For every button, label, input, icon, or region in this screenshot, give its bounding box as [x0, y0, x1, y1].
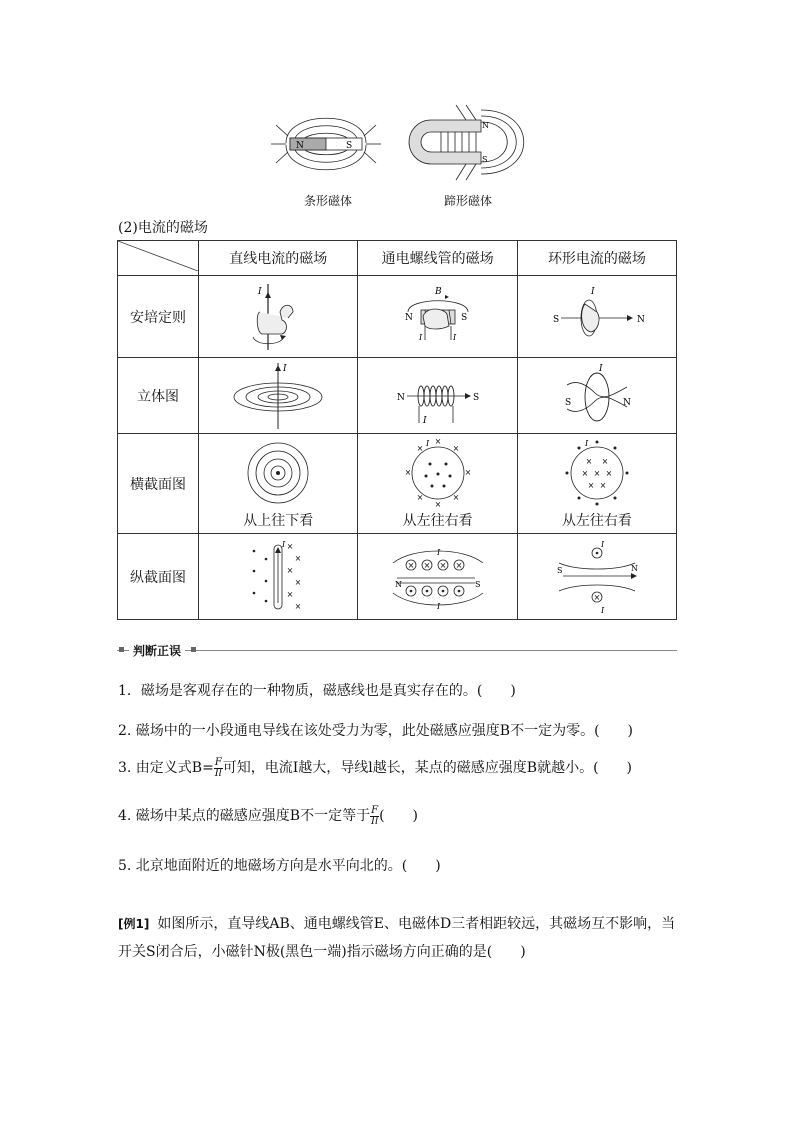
svg-text:×: × — [434, 499, 442, 508]
cell-cross-solenoid — [358, 434, 517, 534]
bullet-square-icon — [191, 647, 196, 652]
current-field-table — [117, 240, 677, 620]
svg-text:×: × — [294, 577, 302, 587]
svg-text:×: × — [439, 560, 447, 570]
label-i: I — [590, 286, 595, 297]
loop-cross-section-icon — [557, 438, 637, 508]
label-i: I — [598, 363, 603, 374]
horseshoe-magnet-caption: 蹄形磁体 — [444, 194, 493, 208]
svg-text:×: × — [294, 601, 302, 611]
svg-text:×: × — [452, 492, 460, 502]
svg-text:×: × — [599, 480, 607, 490]
header-solenoid: 通电螺线管的磁场 — [358, 241, 517, 276]
diagonal-line — [118, 241, 198, 271]
caption-left-right: 从左往右看 — [402, 512, 473, 529]
label-i: I — [283, 363, 287, 374]
table-row — [118, 434, 677, 534]
svg-text:×: × — [416, 492, 424, 502]
example-text: 如图所示，直导线AB、通电螺线管E、电磁体D三者相距较远，其磁场互不影响，当开关S闭合后，小磁针N极(黑色一端)指示磁场方向正确的是( ) — [118, 916, 676, 960]
svg-text:×: × — [294, 553, 302, 563]
label-n: N — [404, 312, 413, 323]
svg-text:×: × — [587, 480, 595, 490]
svg-text:×: × — [407, 560, 415, 570]
right-hand-straight-wire-icon — [238, 282, 318, 352]
straight-wire-longitudinal-icon — [238, 539, 318, 615]
right-hand-loop-icon — [547, 282, 647, 352]
svg-text:×: × — [593, 592, 601, 602]
label-i: I — [258, 286, 262, 297]
row-label-ampere: 安培定则 — [118, 276, 199, 358]
bar-s-label: S — [346, 141, 353, 151]
label-i: I — [418, 332, 422, 342]
question-3 — [118, 757, 632, 779]
horseshoe-magnet-figure — [409, 105, 524, 180]
horse-n-label: N — [482, 121, 489, 130]
svg-text:×: × — [404, 467, 412, 477]
frac-den: Il — [214, 767, 222, 779]
right-hand-solenoid-icon — [383, 282, 493, 352]
row-label-longitudinal: 纵截面图 — [118, 534, 199, 620]
diagonal-header-cell — [118, 241, 199, 276]
frac-num: F — [371, 804, 379, 816]
row-label-3d: 立体图 — [118, 358, 199, 434]
label-i: I — [282, 539, 286, 549]
svg-text:×: × — [434, 437, 442, 446]
judge-title: 判断正误 — [129, 642, 185, 659]
label-n: N — [636, 314, 645, 325]
bar-magnet-caption: 条形磁体 — [304, 194, 353, 208]
svg-text:×: × — [601, 456, 609, 466]
q4-post: ( ) — [379, 808, 418, 824]
straight-wire-3d-icon — [223, 361, 333, 431]
solenoid-longitudinal-icon — [383, 539, 493, 615]
frac-den: Il — [371, 815, 379, 827]
example-1 — [118, 910, 678, 966]
example-tag: [例1] — [118, 917, 150, 931]
straight-wire-cross-section-icon — [238, 438, 318, 508]
cell-long-solenoid — [358, 534, 517, 620]
cell-cross-straight — [199, 434, 358, 534]
frac-num: F — [214, 756, 222, 768]
table-row — [118, 276, 677, 358]
divider — [117, 650, 677, 651]
label-i: I — [452, 332, 456, 342]
q4-fraction — [370, 806, 379, 827]
svg-text:×: × — [593, 468, 601, 478]
svg-text:×: × — [455, 560, 463, 570]
bar-magnet-figure — [271, 118, 381, 170]
label-s: S — [474, 579, 481, 589]
svg-text:×: × — [581, 468, 589, 478]
label-i: I — [600, 605, 605, 615]
table-header-row — [118, 241, 677, 276]
svg-text:×: × — [423, 560, 431, 570]
label-i: I — [422, 415, 427, 426]
label-n: N — [630, 563, 638, 573]
label-i: I — [584, 438, 589, 448]
label-n: N — [394, 579, 402, 589]
question-2: 2. 磁场中的一小段通电导线在该处受力为零，此处磁感应强度B不一定为零。( ) — [118, 723, 634, 739]
solenoid-cross-section-icon — [398, 438, 478, 508]
svg-text:×: × — [286, 565, 294, 575]
svg-text:×: × — [605, 468, 613, 478]
q3-fraction — [214, 758, 223, 779]
label-i: I — [436, 601, 440, 611]
question-1: 1．磁场是客观存在的一种物质，磁感线也是真实存在的。( ) — [118, 683, 516, 699]
label-s: S — [564, 397, 572, 408]
solenoid-3d-icon — [383, 361, 493, 431]
cell-3d-solenoid — [358, 358, 517, 434]
q4-pre: 4. 磁场中某点的磁感应强度B不一定等于 — [118, 808, 371, 824]
question-5: 5. 北京地面附近的地磁场方向是水平向北的。( ) — [118, 858, 441, 874]
table-row — [118, 358, 677, 434]
cell-cross-loop — [517, 434, 676, 534]
cell-ampere-straight — [199, 276, 358, 358]
q3-pre: 3. 由定义式B= — [118, 760, 214, 776]
label-n: N — [622, 397, 631, 408]
svg-text:×: × — [464, 467, 472, 477]
cell-long-straight — [199, 534, 358, 620]
bullet-square-icon — [119, 647, 124, 652]
svg-text:×: × — [585, 456, 593, 466]
svg-text:×: × — [286, 589, 294, 599]
label-i: I — [436, 547, 440, 557]
svg-text:×: × — [286, 541, 294, 551]
question-4 — [118, 805, 418, 827]
loop-longitudinal-icon — [547, 539, 647, 615]
judge-section-header — [117, 644, 677, 658]
loop-3d-icon — [547, 361, 647, 431]
cell-3d-loop — [517, 358, 676, 434]
label-b: B — [434, 286, 442, 297]
label-s: S — [556, 565, 563, 575]
cell-ampere-solenoid — [358, 276, 517, 358]
label-i: I — [600, 539, 605, 549]
label-s: S — [460, 312, 467, 323]
label-n: N — [396, 392, 405, 403]
svg-text:×: × — [416, 443, 424, 453]
caption-left-right: 从左往右看 — [561, 512, 632, 529]
bar-n-label: N — [296, 141, 304, 151]
cell-3d-straight — [199, 358, 358, 434]
cell-long-loop — [517, 534, 676, 620]
section-title: (2)电流的磁场 — [118, 220, 208, 236]
label-i: I — [425, 438, 429, 448]
label-s: S — [552, 314, 560, 325]
header-loop: 环形电流的磁场 — [517, 241, 676, 276]
svg-text:×: × — [452, 443, 460, 453]
cell-ampere-loop — [517, 276, 676, 358]
label-s: S — [472, 392, 479, 403]
table-row — [118, 534, 677, 620]
q3-post: 可知，电流I越大，导线l越长，某点的磁感应强度B就越小。( ) — [222, 760, 632, 776]
header-straight: 直线电流的磁场 — [199, 241, 358, 276]
row-label-cross: 横截面图 — [118, 434, 199, 534]
caption-top-down: 从上往下看 — [243, 512, 314, 529]
horse-s-label: S — [482, 155, 488, 164]
